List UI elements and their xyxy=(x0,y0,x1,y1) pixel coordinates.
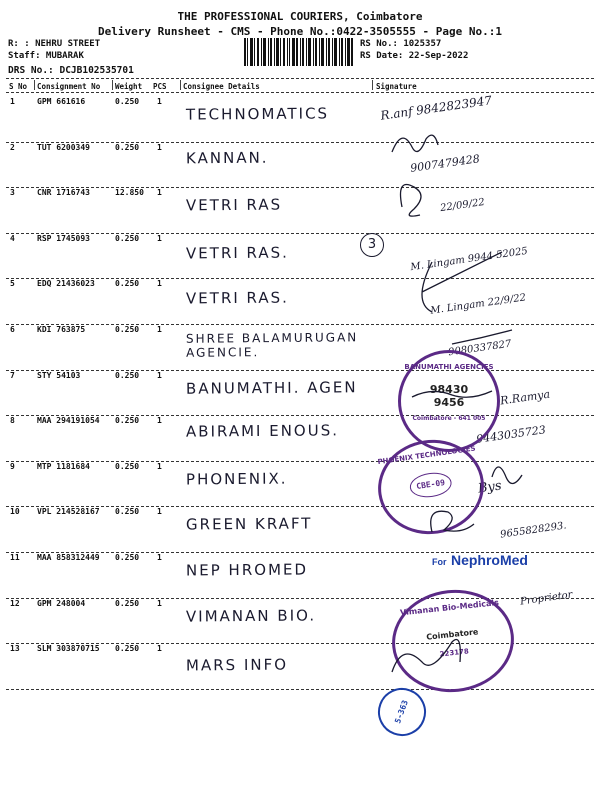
row-pcs: 1 xyxy=(157,598,162,608)
col-header-sno: S No xyxy=(9,82,28,91)
row-pcs: 1 xyxy=(157,461,162,471)
row-weight: 0.250 xyxy=(115,233,140,243)
header-left xyxy=(8,38,134,77)
circled-number: 3 xyxy=(360,233,384,257)
row-signature-text: R.anf 9842823947 xyxy=(379,93,493,123)
row-pcs: 1 xyxy=(157,233,162,243)
row-weight: 0.250 xyxy=(115,553,140,562)
col-divider xyxy=(372,80,373,90)
row-sno: 7 xyxy=(10,370,15,380)
drs-number: DRS No.: DCJB102535701 xyxy=(8,65,134,76)
col-header-consignee: Consignee Details xyxy=(183,82,260,91)
route-text: R: : NEHRU STREET xyxy=(8,39,101,49)
row-signature-text: Proprietor xyxy=(519,589,574,608)
row-consignment-no: MAA 294191054 xyxy=(37,416,100,426)
row-signature-text: 9007479428 xyxy=(409,151,481,175)
row-consignment-no: GPM 248004 xyxy=(37,598,86,608)
row-weight: 0.250 xyxy=(115,461,140,471)
row-signature-text: M. Lingam 9944 52025 xyxy=(409,245,529,273)
row-sno: 5 xyxy=(10,279,15,289)
row-weight: 0.250 xyxy=(115,598,140,608)
vimanan-stamp-partial: 223178 xyxy=(439,647,470,659)
staff-text: Staff: MUBARAK xyxy=(8,51,84,61)
row-sno: 11 xyxy=(10,553,20,562)
row-consignee-handwritten: SHREE BALAMURUGAN AGENCIE. xyxy=(185,330,359,360)
scribble-sig-5 xyxy=(412,391,492,397)
row-sno: 3 xyxy=(10,188,15,198)
row-pcs: 1 xyxy=(157,370,162,380)
row-signature-text: R.Ramya xyxy=(499,387,551,408)
row-pcs: 1 xyxy=(157,188,162,198)
row-consignee-handwritten: TECHNOMATICS xyxy=(185,104,330,124)
nephromed-prefix: For xyxy=(432,557,447,567)
col-divider xyxy=(180,80,181,90)
row-sno: 1 xyxy=(10,97,15,106)
vimanan-stamp-city: Coimbatore xyxy=(425,627,479,642)
row-pcs: 1 xyxy=(157,644,162,654)
row-consignment-no: MAA 858312449 xyxy=(37,553,100,562)
col-header-consignment: Consignment No xyxy=(37,82,101,91)
phoenix-stamp-name: PHOENIX TECHNOLOGIES xyxy=(377,444,476,467)
row-weight: 0.250 xyxy=(115,644,140,654)
row-consignment-no: KDI 763875 xyxy=(37,325,86,334)
row-weight: 0.250 xyxy=(115,142,140,152)
row-consignment-no: EDQ 21436023 xyxy=(37,279,95,289)
scribble-sig-13 xyxy=(392,640,460,673)
rs-date: RS Date: 22-Sep-2022 xyxy=(360,51,469,61)
row-weight: 0.250 xyxy=(115,416,140,426)
row-sno: 13 xyxy=(10,644,20,654)
col-header-signature: Signature xyxy=(376,82,417,91)
row-consignee-handwritten: ABIRAMI ENOUS. xyxy=(185,421,340,441)
row-signature-text: 9655828293. xyxy=(499,520,568,541)
row-consignee-handwritten: GREEN KRAFT xyxy=(185,514,313,534)
edge-stamp: 5-363 xyxy=(371,681,433,743)
col-header-pcs: PCS xyxy=(153,82,167,91)
rs-number: RS No.: 1025357 xyxy=(360,39,442,49)
company-title: THE PROFESSIONAL COURIERS, Coimbatore xyxy=(177,10,423,23)
row-consignment-no: VPL 214528167 xyxy=(37,507,100,517)
scribble-sig-3 xyxy=(422,252,502,312)
row-sno: 9 xyxy=(10,461,15,471)
header-right xyxy=(360,38,468,62)
signature-scribbles xyxy=(372,92,598,692)
scribble-sig-2 xyxy=(401,185,422,217)
row-consignee-handwritten: VIMANAN BIO. xyxy=(185,606,317,626)
row-weight: 0.250 xyxy=(115,370,140,380)
banumathi-stamp-phone2: 9456 xyxy=(433,396,465,409)
row-weight: 0.250 xyxy=(115,97,140,106)
row-signature-text: M. Lingam 22/9/22 xyxy=(429,292,527,318)
row-consignee-handwritten: VETRI RAS. xyxy=(185,288,289,308)
row-consignment-no: GPM 661616 xyxy=(37,97,86,106)
row-weight: 12.850 xyxy=(115,188,144,198)
row-consignee-handwritten: MARS INFO xyxy=(185,655,289,675)
row-sno: 6 xyxy=(10,325,15,334)
row-consignment-no: STY 54103 xyxy=(37,370,81,380)
row-signature-text: 9080337827 xyxy=(447,338,513,359)
scribble-sig-9 xyxy=(492,467,522,484)
row-signature-text: 22/09/22 xyxy=(439,197,486,215)
row-pcs: 1 xyxy=(157,553,162,562)
row-pcs: 1 xyxy=(157,507,162,517)
row-consignment-no: TUT 6200349 xyxy=(37,142,90,152)
row-sno: 12 xyxy=(10,598,20,608)
row-consignee-handwritten: VETRI RAS xyxy=(185,195,283,215)
banumathi-stamp-city: Coimbatore - 641 005 xyxy=(412,415,486,422)
nephromed-name: NephroMed xyxy=(450,552,528,568)
scribble-sig-6 xyxy=(452,330,512,344)
barcode xyxy=(244,38,354,66)
row-consignee-handwritten: PHONENIX. xyxy=(185,469,288,489)
banumathi-stamp-phone1: 98430 xyxy=(429,383,469,396)
row-weight: 0.250 xyxy=(115,279,140,289)
header-top-rule xyxy=(6,78,594,79)
col-divider xyxy=(34,80,35,90)
phoenix-stamp-code: CBE-09 xyxy=(408,470,453,500)
row-sno: 4 xyxy=(10,233,15,243)
row-sno: 10 xyxy=(10,507,20,517)
row-consignment-no: MTP 1181684 xyxy=(37,461,90,471)
row-pcs: 1 xyxy=(157,416,162,426)
row-weight: 0.250 xyxy=(115,507,140,517)
row-sno: 8 xyxy=(10,416,15,426)
row-consignee-handwritten: VETRI RAS. xyxy=(185,243,289,263)
row-signature-text: 9443035723 xyxy=(475,423,547,446)
row-pcs: 1 xyxy=(157,142,162,152)
row-pcs: 1 xyxy=(157,325,162,334)
row-consignee-handwritten: BANUMATHI. AGEN xyxy=(185,377,358,398)
row-consignment-no: RSP 1745093 xyxy=(37,233,90,243)
row-signature-text: Bys xyxy=(477,478,503,497)
col-divider xyxy=(112,80,113,90)
row-pcs: 1 xyxy=(157,97,162,106)
col-header-weight: Weight xyxy=(115,82,143,91)
row-pcs: 1 xyxy=(157,279,162,289)
row-consignment-no: CNR 1716743 xyxy=(37,188,90,198)
row-sno: 2 xyxy=(10,142,15,152)
row-weight: 0.250 xyxy=(115,325,140,334)
runsheet-subtitle: Delivery Runsheet - CMS - Phone No.:0422-3505555 - Page No.:1 xyxy=(98,25,502,38)
banumathi-stamp-name: BANUMATHI AGENCIES xyxy=(404,363,494,371)
row-consignee-handwritten: KANNAN. xyxy=(185,148,269,167)
scribble-sig-10 xyxy=(431,511,474,532)
row-consignment-no: SLM 303870715 xyxy=(37,644,100,654)
vimanan-stamp-name: Vimanan Bio-Medicals xyxy=(399,598,500,618)
scribble-sig-1 xyxy=(392,135,438,152)
row-consignee-handwritten: NEP HROMED xyxy=(185,560,309,580)
